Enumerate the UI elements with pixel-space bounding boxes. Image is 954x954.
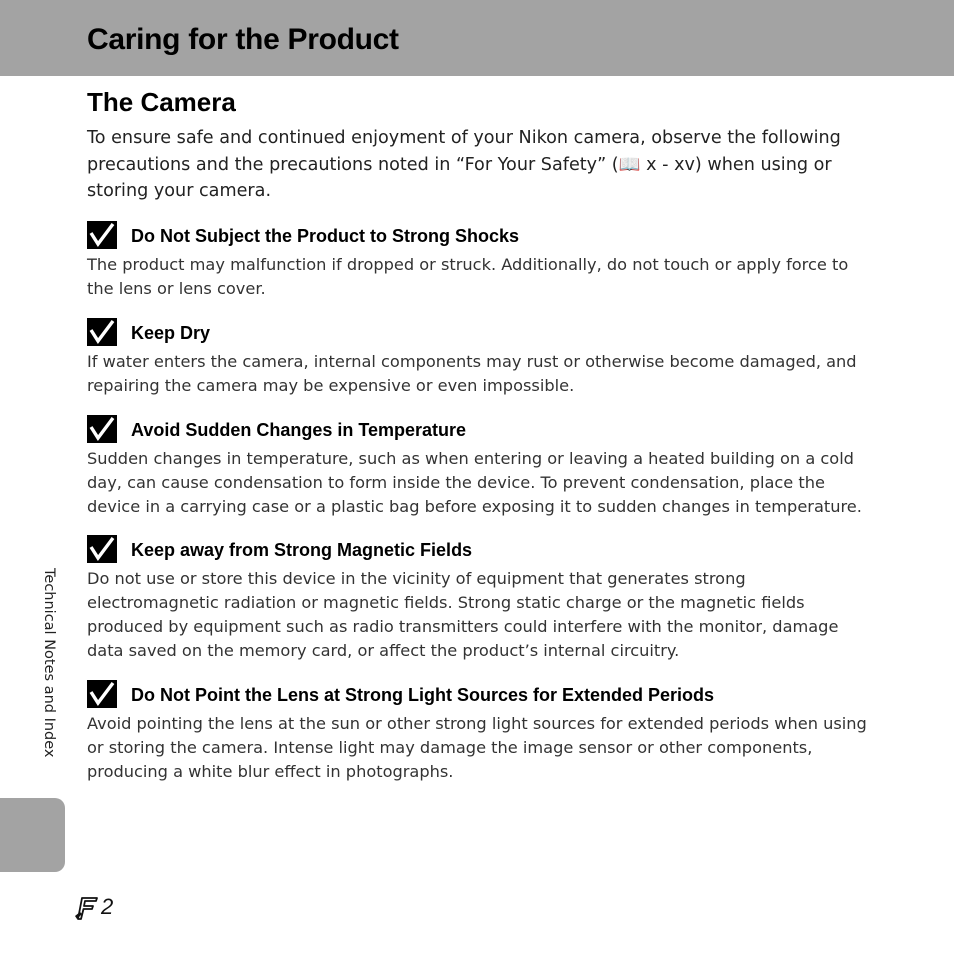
page-title: Caring for the Product (87, 23, 399, 56)
caution-title: Avoid Sudden Changes in Temperature (131, 420, 467, 440)
intro-paragraph: To ensure safe and continued enjoyment of your Nikon camera, observe the following precautions and the precautions noted in “For Your Safety” (📖 x - xv) when using or storing your camera. (87, 128, 841, 201)
f-reference-icon (73, 892, 103, 922)
caution-title: Do Not Point the Lens at Strong Light Sources for Extended Periods (131, 685, 715, 705)
section-title: The Camera (87, 87, 236, 117)
caution-title: Keep Dry (131, 323, 211, 343)
caution-check-icon (87, 415, 117, 443)
caution-body: If water enters the camera, internal components may rust or otherwise become damaged, and repairing the camera may be expensive or even impossible. (87, 352, 857, 395)
caution-block (87, 221, 877, 301)
caution-block (87, 535, 877, 663)
caution-block (87, 415, 877, 519)
caution-title: Keep away from Strong Magnetic Fields (131, 540, 473, 560)
page-number-text: 2 (101, 894, 114, 919)
caution-check-icon (87, 680, 117, 708)
page-number (73, 890, 113, 924)
caution-block (87, 680, 877, 784)
caution-title: Do Not Subject the Product to Strong Shocks (131, 226, 520, 246)
caution-block (87, 318, 877, 398)
side-section-label: Technical Notes and Index (41, 568, 57, 758)
caution-body: The product may malfunction if dropped or struck. Additionally, do not touch or apply force to the lens or lens cover. (87, 255, 849, 298)
caution-check-icon (87, 221, 117, 249)
caution-body: Sudden changes in temperature, such as when entering or leaving a heated building on a cold day, can cause condensation to form inside the device. To prevent condensation, place the device in a carrying case or a plastic bag before exposing it to sudden changes in temperature. (87, 449, 862, 516)
side-section-tab (0, 798, 65, 872)
caution-check-icon (87, 318, 117, 346)
caution-check-icon (87, 535, 117, 563)
caution-body: Do not use or store this device in the vicinity of equipment that generates strong electromagnetic radiation or magnetic fields. Strong static charge or the magnetic fields produced by equipment such as radio transmitters could interfere with the monitor, damage data saved on the memory card, or affect the product’s internal circuitry. (87, 569, 839, 660)
caution-body: Avoid pointing the lens at the sun or other strong light sources for extended periods when using or storing the camera. Intense light may damage the image sensor or other components, producing a white blur effect in photographs. (87, 714, 867, 781)
